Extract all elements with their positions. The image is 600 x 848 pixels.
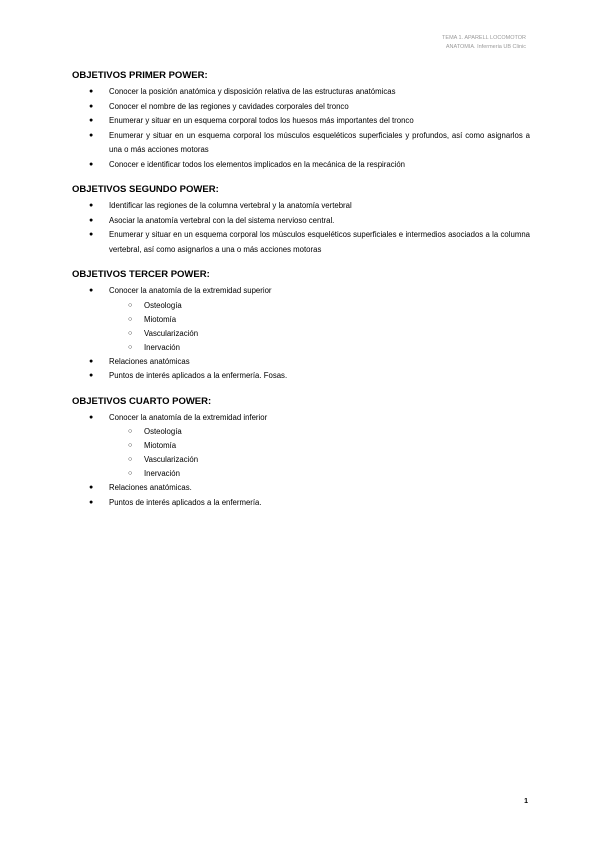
sub-list-item: ○ Vascularización [72,327,530,341]
section-title: OBJETIVOS PRIMER POWER: [72,70,208,81]
section-tercer-power [72,269,530,384]
objectives-list [72,284,530,299]
bullet-icon: ● [89,357,94,365]
bullet-icon: ● [89,287,94,294]
hollow-bullet-icon: ○ [128,315,133,323]
objectives-list [72,199,530,257]
hollow-bullet-icon: ○ [128,470,133,477]
sub-list-item: ○ Osteología [72,425,530,439]
section-title: OBJETIVOS TERCER POWER: [72,269,210,280]
section-primer-power [72,70,530,172]
hollow-bullet-icon: ○ [128,301,133,309]
section-title: OBJETIVOS SEGUNDO POWER: [72,184,219,195]
sub-list-item: ○ Osteología [72,299,530,313]
hollow-bullet-icon: ○ [128,329,133,337]
list-item: ● Relaciones anatómicas [72,355,530,370]
header-line-2: ANATOMIA. Infermeria UB Clinic [445,44,526,50]
bullet-icon: ● [89,484,94,491]
list-item: ● Puntos de interés aplicados a la enfermería. [72,496,530,511]
objectives-list [72,85,530,172]
bullet-icon: ● [89,102,94,110]
bullet-icon: ● [89,231,94,238]
bullet-icon: ● [89,202,94,209]
list-item: ● Relaciones anatómicas. [72,481,530,496]
list-item: ● Identificar las regiones de la columna vertebral y la anatomía vertebral [72,199,530,214]
document-body [72,70,530,522]
page-number: 1 [524,798,528,805]
hollow-bullet-icon: ○ [128,343,133,351]
hollow-bullet-icon: ○ [128,428,133,435]
list-item: ● Enumerar y situar en un esquema corporal todos los huesos más importantes del tronco [72,114,530,129]
list-item: ● Conocer el nombre de las regiones y cavidades corporales del tronco [72,100,530,115]
list-item: ● Conocer la anatomía de la extremidad inferior [72,411,530,426]
bullet-icon: ● [89,160,94,168]
section-title: OBJETIVOS CUARTO POWER: [72,395,212,407]
sub-list-item: ○ Inervación [72,341,530,355]
bullet-icon: ● [89,117,94,124]
list-item: ● Enumerar y situar en un esquema corporal los músculos esqueléticos superficiales y profundos, así como asignarlos a una o más acciones motoras [89,130,530,154]
hollow-bullet-icon: ○ [128,442,133,449]
bullet-icon: ● [89,413,94,421]
section-segundo-power [72,184,530,257]
sub-list-item: ○ Inervación [72,467,530,481]
bullet-icon: ● [89,372,94,379]
sub-list-item: ○ Vascularización [72,453,530,467]
list-item: ● Asociar la anatomía vertebral con la del sistema nervioso central. [72,214,530,229]
sub-list-item: ○ Miotomía [72,439,530,453]
sub-list [72,425,530,481]
page-header [442,34,526,52]
list-item: ● Conocer la posición anatómica y disposición relativa de las estructuras anatómicas [72,85,530,100]
list-item: ● Conocer e identificar todos los elementos implicados en la mecánica de la respiración [72,158,530,173]
header-line-1: TEMA 1. APARELL LOCOMOTOR [442,35,526,41]
objectives-list [72,355,530,384]
bullet-icon: ● [89,131,94,139]
sub-list [72,299,530,355]
sub-list-item: ○ Miotomía [72,313,530,327]
hollow-bullet-icon: ○ [128,456,133,463]
section-cuarto-power [72,396,530,511]
objectives-list [72,481,530,510]
list-item: ● Puntos de interés aplicados a la enfermería. Fosas. [72,369,530,384]
list-item: ● Conocer la anatomía de la extremidad superior [72,284,530,299]
bullet-icon: ● [89,498,94,506]
bullet-icon: ● [89,216,94,224]
bullet-icon: ● [89,88,94,95]
objectives-list [72,411,530,426]
list-item: ● Enumerar y situar en un esquema corporal los músculos esqueléticos superficiales e intermedios asociados a la columna vertebral, así como asignarlos a una o más acciones motoras [89,230,530,254]
